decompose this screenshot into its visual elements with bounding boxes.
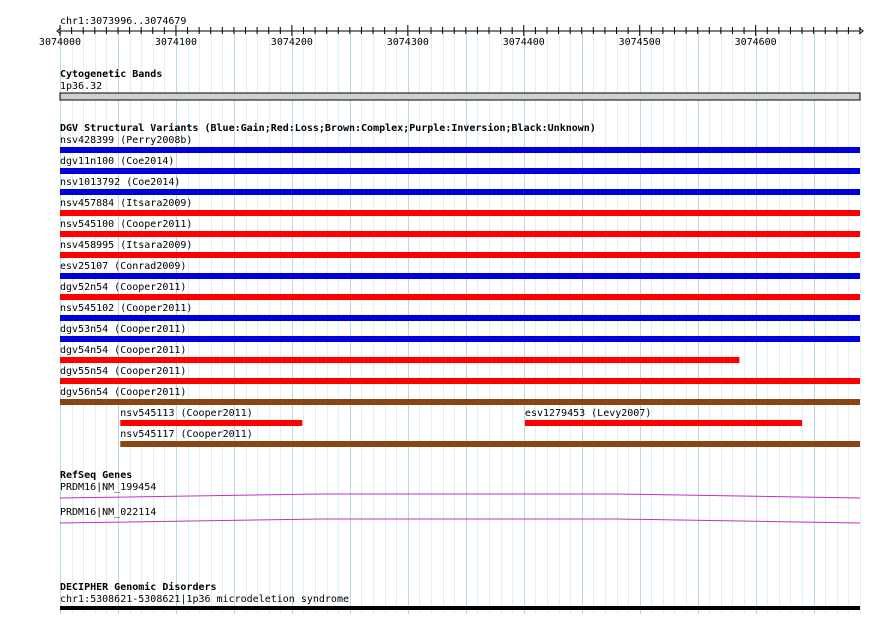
- dgv-variant-label: nsv457884 (Itsara2009): [60, 198, 193, 209]
- dgv-variant-bar: [60, 315, 860, 321]
- dgv-variant-bar: [60, 399, 860, 405]
- ruler-tick-label: 3074000: [38, 37, 82, 48]
- dgv-track: [60, 135, 860, 447]
- dgv-variant-bar: [525, 420, 802, 426]
- decipher-track: [60, 594, 860, 610]
- dgv-variant-bar: [120, 441, 860, 447]
- ruler-tick-label: 3074600: [734, 37, 777, 48]
- dgv-variant-label: nsv545113 (Cooper2011): [120, 408, 253, 419]
- cytoband-track-title[interactable]: Cytogenetic Bands: [60, 69, 163, 80]
- dgv-variant-label: nsv545100 (Cooper2011): [60, 219, 193, 230]
- dgv-variant-label: dgv52n54 (Cooper2011): [60, 282, 187, 293]
- transcript-intron-line: [60, 494, 860, 498]
- cytoband-label: 1p36.32: [60, 81, 103, 92]
- transcript-label: PRDM16|NM_199454: [60, 482, 157, 493]
- dgv-variant-label: dgv56n54 (Cooper2011): [60, 387, 187, 398]
- dgv-variant-bar: [60, 189, 860, 195]
- transcript-label: PRDM16|NM_022114: [60, 507, 157, 518]
- dgv-variant-label: nsv1013792 (Coe2014): [60, 177, 181, 188]
- dgv-track-title[interactable]: DGV Structural Variants (Blue:Gain;Red:Loss;Brown:Complex;Purple:Inversion;Black:Unknown): [60, 123, 596, 134]
- dgv-variant-bar: [60, 378, 860, 384]
- cytoband-track: [60, 81, 860, 100]
- dgv-variant-bar: [60, 336, 860, 342]
- ruler-tick-label: 3074500: [618, 37, 661, 48]
- dgv-variant-label: esv25107 (Conrad2009): [60, 261, 187, 272]
- grid-lines: [61, 32, 861, 614]
- dgv-variant-bar: [60, 210, 860, 216]
- refseq-track: [60, 482, 860, 523]
- dgv-variant-label: dgv54n54 (Cooper2011): [60, 345, 187, 356]
- dgv-variant-label: dgv55n54 (Cooper2011): [60, 366, 187, 377]
- dgv-variant-label: nsv545102 (Cooper2011): [60, 303, 193, 314]
- refseq-track-title[interactable]: RefSeq Genes: [60, 470, 133, 481]
- ruler-ticks: [39, 25, 863, 48]
- dgv-variant-bar: [60, 231, 860, 237]
- region-label: chr1:3073996..3074679: [60, 16, 187, 27]
- ruler-tick-label: 3074300: [386, 37, 429, 48]
- ruler-tick-label: 3074400: [502, 37, 545, 48]
- dgv-variant-label: dgv53n54 (Cooper2011): [60, 324, 187, 335]
- dgv-variant-bar: [60, 273, 860, 279]
- decipher-feature-label: chr1:5308621-5308621|1p36 microdeletion syndrome: [60, 594, 349, 605]
- dgv-variant-bar: [60, 147, 860, 153]
- decipher-feature-bar: [60, 606, 860, 610]
- dgv-variant-bar: [60, 357, 739, 363]
- cytoband-feature: [60, 93, 860, 100]
- dgv-variant-bar: [120, 420, 302, 426]
- dgv-variant-label: nsv458995 (Itsara2009): [60, 240, 193, 251]
- dgv-variant-bar: [60, 168, 860, 174]
- dgv-variant-label: dgv11n100 (Coe2014): [60, 156, 175, 167]
- dgv-variant-label: esv1279453 (Levy2007): [524, 408, 652, 419]
- ruler-tick-label: 3074200: [270, 37, 313, 48]
- ruler-tick-label: 3074100: [154, 37, 198, 48]
- dgv-variant-label: nsv545117 (Cooper2011): [120, 429, 253, 440]
- dgv-variant-label: nsv428399 (Perry2008b): [60, 135, 193, 146]
- dgv-variant-bar: [60, 252, 860, 258]
- dgv-variant-bar: [60, 294, 860, 300]
- transcript-intron-line: [60, 519, 860, 523]
- decipher-track-title[interactable]: DECIPHER Genomic Disorders: [60, 582, 217, 593]
